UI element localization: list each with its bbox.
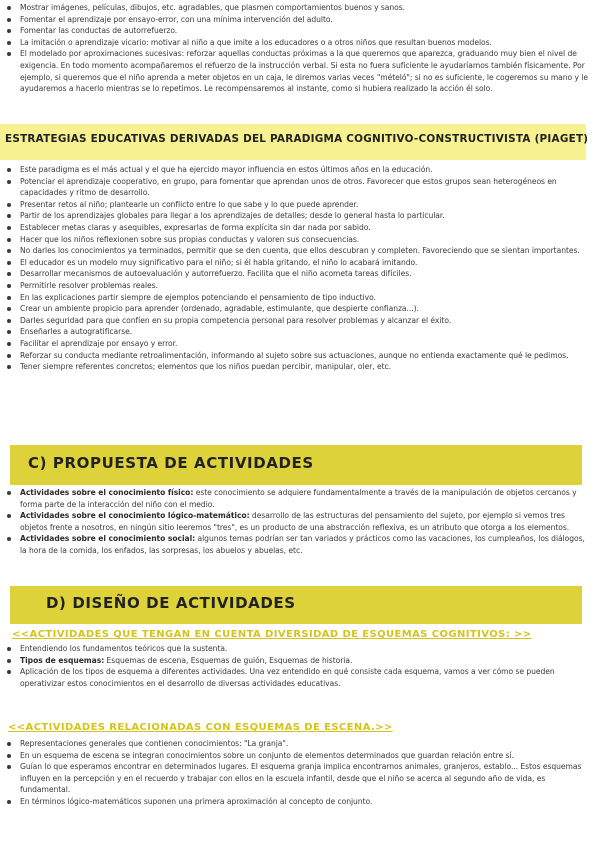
item-label: Tipos de esquemas: (20, 655, 105, 665)
item-text: algunos temas podrían ser tan variados y prácticos como las vacaciones, los cumpleaños, los diálogos, la hora de la comida, los enfados, las sorpresas, los abuelos y abuelas, etc. (20, 534, 585, 555)
item-text: Aplicación de los tipos de esquema a diferentes actividades. Una vez entendido en qué consiste cada esquema, vamos a ver cómo se pueden operativizar estos conocimientos en el desarrollo de diversas actividades educativas. (20, 667, 555, 688)
item-label: Actividades sobre el conocimiento lógico-matemático: (20, 511, 250, 521)
list-item: El modelado por aproximaciones sucesivas: reforzar aquellas conductas próximas a la que queremos que aparezca, graduando muy bien el nivel de exigencia. En todo momento acompañaremos el refuerzo de la instrucción verbal. Si esta no fuera suficiente le ayudaríamos también físicamente. Por ejemplo, si queremos que el niño aprenda a meter objetos en un caja, le diremos varias veces "mételó"; si no es suficiente, le cogeremos su mano y le ayudaremos a hacerlo mientras se lo repetimos. Le recompensaremos al instante, como si hubiera realizado la acción él solo. (0, 48, 590, 94)
subheading-esquemas-cognitivos: <<ACTIVIDADES QUE TENGAN EN CUENTA DIVERSIDAD DE ESQUEMAS COGNITIVOS: >> (12, 629, 532, 640)
list-item (0, 487, 590, 510)
list-item: La imitación o aprendizaje vicario: motivar al niño a que imite a los educadores o a otros niños que resultan buenos modelos. (0, 37, 590, 49)
item-text: Entendiendo los fundamentos teóricos que la sustenta. (20, 644, 228, 653)
list-item: Desarrollar mecanismos de autoevaluación y autorrefuerzo. Facilita que el niño acometa tareas difíciles. (0, 268, 590, 280)
activities-proposal-list (0, 487, 590, 557)
list-item: Presentar retos al niño; plantearle un conflicto entre lo que sabe y lo que puede aprender. (0, 199, 590, 211)
list-item: En términos lógico-matemáticos suponen una primera aproximación al concepto de conjunto. (0, 796, 590, 808)
list-item (0, 643, 590, 655)
item-label: Actividades sobre el conocimiento físico: (20, 488, 194, 497)
item-text: Esquemas de escena, Esquemas de guión, Esquemas de historia. (104, 655, 353, 665)
intro-list (0, 2, 590, 95)
list-item: Partir de los aprendizajes globales para llegar a los aprendizajes de detalles; desde lo general hasta lo particular. (0, 210, 590, 222)
strategies-list (0, 164, 590, 373)
section-heading-diseno-actividades: D) DISEÑO DE ACTIVIDADES (10, 586, 582, 624)
list-item (0, 655, 590, 667)
item-label: Actividades sobre el conocimiento social: (20, 534, 196, 544)
list-item: Tener siempre referentes concretos; elementos que los niños puedan percibir, manipular, oler, etc. (0, 361, 590, 373)
list-item: Facilitar el aprendizaje por ensayo y error. (0, 338, 590, 350)
list-item: Reforzar su conducta mediante retroalimentación, informando al sujeto sobre sus actuaciones, aunque no entienda exactamente qué le pedimos. (0, 350, 590, 362)
list-item: Este paradigma es el más actual y el que ha ejercido mayor influencia en estos últimos años en la educación. (0, 164, 590, 176)
list-item: Representaciones generales que contienen conocimientos: "La granja". (0, 738, 590, 750)
section-heading-propuesta-actividades: C) PROPUESTA DE ACTIVIDADES (10, 445, 582, 485)
list-item: En las explicaciones partir siempre de ejemplos potenciando el pensamiento de tipo inductivo. (0, 292, 590, 304)
list-item: Fomentar las conductas de autorrefuerzo. (0, 25, 590, 37)
list-item: Establecer metas claras y asequibles, expresarlas de forma explícita sin dar nada por sabido. (0, 222, 590, 234)
list-item (0, 533, 590, 556)
list-item: En un esquema de escena se integran conocimientos sobre un conjunto de elementos determinados que guardan relación entre sí. (0, 750, 590, 762)
list-item: Mostrar imágenes, películas, dibujos, etc. agradables, que plasmen comportamientos buenos y sanos. (0, 2, 590, 14)
list-item: Crear un ambiente propicio para aprender (ordenado, agradable, estimulante, que despierte confianza...). (0, 303, 590, 315)
subheading-esquemas-escena: <<ACTIVIDADES RELACIONADAS CON ESQUEMAS DE ESCENA.>> (8, 722, 393, 733)
list-item: Hacer que los niños reflexionen sobre sus propias conductas y valoren sus consecuencias. (0, 234, 590, 246)
list-item: Permitirle resolver problemas reales. (0, 280, 590, 292)
item-text: este conocimiento se adquiere fundamentalmente a través de la manipulación de objetos cercanos y forma parte de la interacción del niño con el medio. (20, 488, 577, 509)
section-heading-cognitivo-constructivista: ESTRATEGIAS EDUCATIVAS DERIVADAS DEL PARADIGMA COGNITIVO-CONSTRUCTIVISTA (PIAGET) (0, 124, 586, 160)
list-item: El educador es un modelo muy significativo para el niño; si él habla gritando, el niño lo acabará imitando. (0, 257, 590, 269)
item-text: desarrollo de las estructuras del pensamiento del sujeto, por ejemplo si vemos tres objetos frente a nosotros, en ningún sitio leeremos "tres", es un producto de una abstracción reflexiva, es un atributo que otorga a los elementos. (20, 511, 570, 532)
list-item: Potenciar el aprendizaje cooperativo, en grupo, para fomentar que aprendan unos de otros. Favorecer que estos grupos sean heterogéneos en capacidades y ritmo de desarrollo. (0, 176, 590, 199)
list-item: No darles los conocimientos ya terminados, permitir que se den cuenta, que ellos descubran y completen. Favoreciendo que se sientan importantes. (0, 245, 590, 257)
list-item (0, 510, 590, 533)
list-item: Guían lo que esperamos encontrar en determinados lugares. El esquema granja implica encontrarnos animales, granjeros, establo... Estos esquemas influyen en la percepción y en el recuerdo y trabajar con ellos en la escuela infantil, desde que el niño se acerca al segundo año de vida, es fundamental. (0, 761, 590, 796)
list-item: Enseñarles a autogratificarse. (0, 326, 590, 338)
list-item: Fomentar el aprendizaje por ensayo-error, con una mínima intervención del adulto. (0, 14, 590, 26)
scene-schemas-list (0, 738, 590, 808)
cognitive-schemas-list (0, 643, 590, 689)
list-item (0, 666, 590, 689)
list-item: Darles seguridad para que confíen en su propia competencia personal para resolver problemas y alcanzar el éxito. (0, 315, 590, 327)
